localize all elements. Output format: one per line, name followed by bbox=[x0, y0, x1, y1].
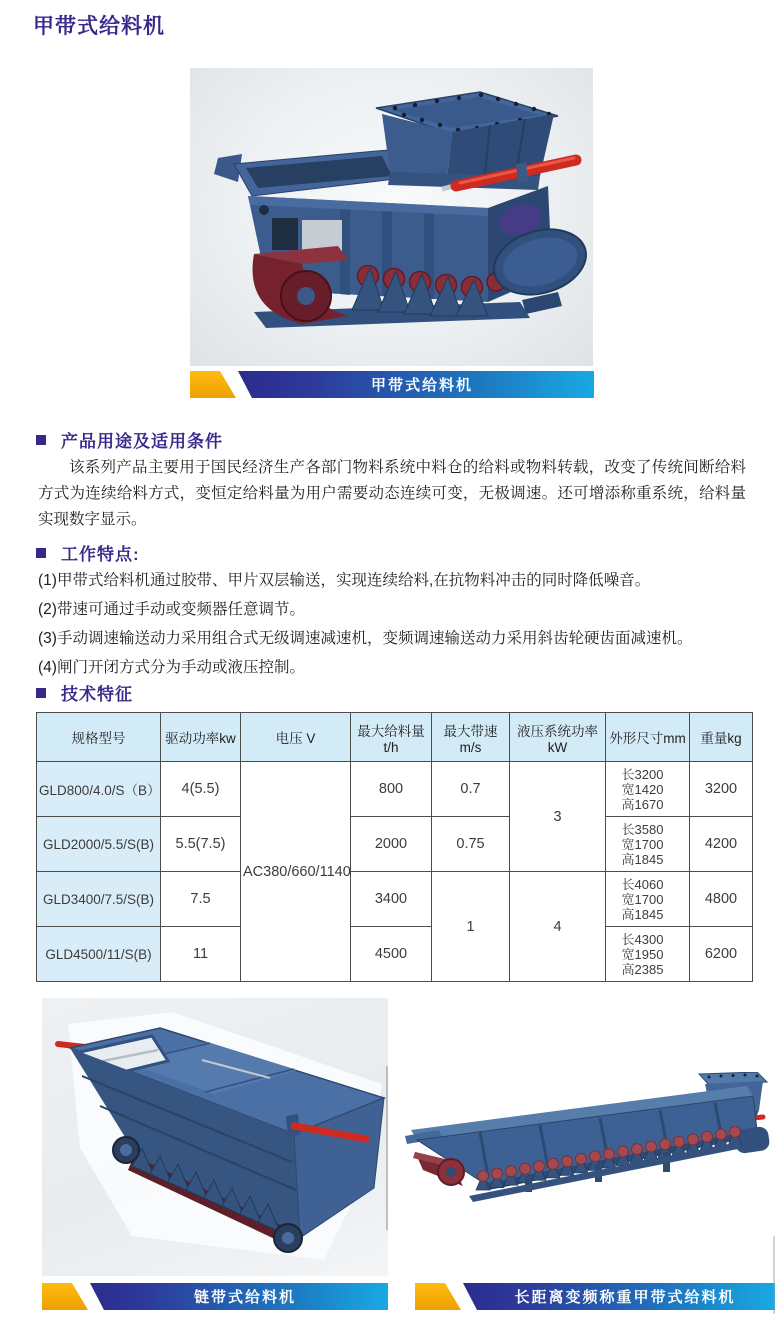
square-bullet-icon bbox=[36, 548, 46, 558]
spec-cell-hydraulic: 4 bbox=[510, 872, 606, 982]
spec-col-header: 电压 V bbox=[241, 713, 351, 762]
dim-width: 宽1700 bbox=[621, 836, 664, 852]
spec-cell-speed: 1 bbox=[432, 872, 510, 982]
spec-cell-feed: 2000 bbox=[351, 817, 432, 872]
spec-col-header: 最大带速m/s bbox=[432, 713, 510, 762]
section-heading-features bbox=[36, 540, 140, 565]
spec-cell-dims bbox=[606, 817, 690, 872]
spec-cell-power: 4(5.5) bbox=[161, 762, 241, 817]
long-conveyor-illustration bbox=[405, 1072, 775, 1222]
dim-height: 高1845 bbox=[621, 851, 664, 867]
spec-cell-voltage: AC380/660/1140 bbox=[241, 762, 351, 982]
spec-col-header: 驱动功率kw bbox=[161, 713, 241, 762]
figure-edge-shadow bbox=[386, 1066, 388, 1230]
main-feeder-illustration bbox=[190, 68, 593, 366]
figure-caption-text: 链带式给料机 bbox=[193, 1289, 296, 1306]
square-bullet-icon bbox=[36, 688, 46, 698]
caption-accent-shape bbox=[42, 1283, 88, 1310]
section-heading-text: 技术特征 bbox=[61, 685, 133, 704]
section-heading-text: 产品用途及适用条件 bbox=[61, 432, 223, 451]
figure-caption-text: 长距离变频称重甲带式给料机 bbox=[514, 1289, 736, 1306]
spec-cell-feed: 3400 bbox=[351, 872, 432, 927]
section-heading-usage bbox=[36, 427, 223, 452]
section-heading-specs bbox=[36, 680, 133, 705]
spec-col-header: 最大给料量t/h bbox=[351, 713, 432, 762]
caption-accent-shape bbox=[190, 371, 236, 398]
page-title: 甲带式给料机 bbox=[33, 15, 165, 38]
spec-row bbox=[37, 872, 753, 927]
spec-table bbox=[36, 712, 753, 982]
spec-cell-weight: 4800 bbox=[690, 872, 753, 927]
figure-caption-text: 甲带式给料机 bbox=[370, 377, 473, 394]
spec-cell-weight: 3200 bbox=[690, 762, 753, 817]
spec-cell-speed: 0.7 bbox=[432, 762, 510, 817]
feature-list bbox=[38, 566, 754, 682]
spec-cell-model: GLD800/4.0/S（B） bbox=[37, 762, 161, 817]
feature-item: (1)甲带式给料机通过胶带、甲片双层输送，实现连续给料,在抗物料冲击的同时降低噪音。 bbox=[38, 572, 651, 589]
dim-height: 高1845 bbox=[621, 906, 664, 922]
square-bullet-icon bbox=[36, 435, 46, 445]
spec-cell-power: 7.5 bbox=[161, 872, 241, 927]
long-conveyor-figure bbox=[405, 1072, 775, 1222]
spec-cell-dims bbox=[606, 762, 690, 817]
main-product-figure bbox=[190, 68, 593, 366]
spec-header-row bbox=[37, 713, 753, 762]
feature-item: (3)手动调速输送动力采用组合式无级调速减速机，变频调速输送动力采用斜齿轮硬齿面减速机。 bbox=[38, 630, 693, 647]
dim-width: 宽1420 bbox=[621, 781, 664, 797]
spec-cell-model: GLD2000/5.5/S(B) bbox=[37, 817, 161, 872]
spec-cell-dims bbox=[606, 927, 690, 982]
spec-cell-power: 11 bbox=[161, 927, 241, 982]
spec-cell-model: GLD3400/7.5/S(B) bbox=[37, 872, 161, 927]
dim-height: 高2385 bbox=[621, 961, 664, 977]
spec-col-header: 液压系统功率kW bbox=[510, 713, 606, 762]
dim-length: 长4060 bbox=[621, 876, 664, 892]
spec-col-header: 规格型号 bbox=[37, 713, 161, 762]
spec-cell-model: GLD4500/11/S(B) bbox=[37, 927, 161, 982]
figure-caption-main bbox=[190, 371, 594, 398]
spec-row bbox=[37, 817, 753, 872]
spec-cell-power: 5.5(7.5) bbox=[161, 817, 241, 872]
spec-row bbox=[37, 762, 753, 817]
spec-cell-weight: 6200 bbox=[690, 927, 753, 982]
spec-cell-feed: 4500 bbox=[351, 927, 432, 982]
spec-col-header: 外形尺寸mm bbox=[606, 713, 690, 762]
figure-caption-left bbox=[42, 1283, 388, 1310]
dim-length: 长4300 bbox=[621, 931, 664, 947]
dim-height: 高1670 bbox=[621, 796, 664, 812]
spec-row bbox=[37, 927, 753, 982]
spec-cell-speed: 0.75 bbox=[432, 817, 510, 872]
spec-cell-weight: 4200 bbox=[690, 817, 753, 872]
spec-cell-feed: 800 bbox=[351, 762, 432, 817]
caption-accent-shape bbox=[415, 1283, 461, 1310]
dim-width: 宽1700 bbox=[621, 891, 664, 907]
dim-length: 长3580 bbox=[621, 821, 664, 837]
spec-col-header: 重量kg bbox=[690, 713, 753, 762]
figure-edge-shadow bbox=[773, 1236, 775, 1314]
figure-caption-right bbox=[415, 1283, 775, 1310]
usage-paragraph: 该系列产品主要用于国民经济生产各部门物料系统中料仓的给料或物料转载，改变了传统间断给料方式为连续给料方式，变恒定给料量为用户需要动态连续可变，无极调速。还可增添称重系统，给料量实现数字显示。 bbox=[38, 459, 746, 528]
feature-item: (4)闸门开闭方式分为手动或液压控制。 bbox=[38, 659, 305, 676]
dim-width: 宽1950 bbox=[621, 946, 664, 962]
chain-feeder-illustration bbox=[42, 998, 388, 1276]
spec-cell-dims bbox=[606, 872, 690, 927]
chain-feeder-figure bbox=[42, 998, 388, 1276]
spec-cell-hydraulic: 3 bbox=[510, 762, 606, 872]
dim-length: 长3200 bbox=[621, 766, 664, 782]
feature-item: (2)带速可通过手动或变频器任意调节。 bbox=[38, 601, 305, 618]
section-heading-text: 工作特点: bbox=[61, 545, 140, 564]
